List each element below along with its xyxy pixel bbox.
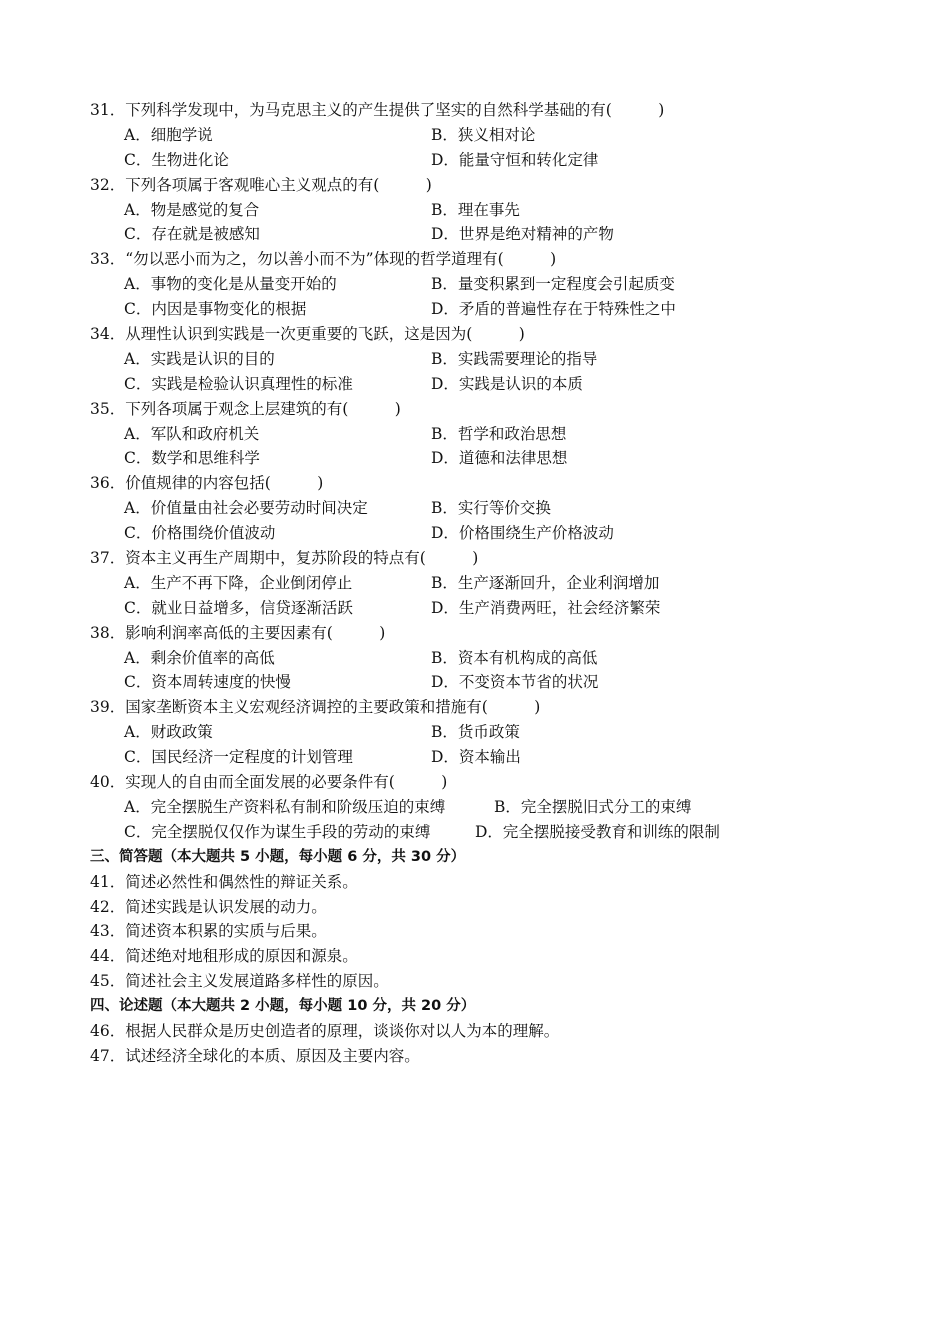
question-33-options-row-2: [90, 297, 910, 322]
question-32-options-row-2: [90, 222, 910, 247]
section-4-heading: 四、论述题（本大题共 2 小题，每小题 10 分，共 20 分）: [90, 998, 476, 1015]
question-37-option-d: D．生产消费两旺，社会经济繁荣: [431, 598, 661, 617]
question-36-option-c: C．价格围绕价值波动: [124, 524, 276, 543]
question-34-stem: 34．从理性认识到实践是一次更重要的飞跃，这是因为( ): [90, 325, 525, 344]
question-37-option-a: A．生产不再下降，企业倒闭停止: [124, 573, 353, 592]
question-39-option-a: A．财政政策: [124, 723, 213, 742]
question-40-stem: 40．实现人的自由而全面发展的必要条件有( ): [90, 773, 448, 792]
question-40-options-row-2: [90, 820, 910, 845]
question-35-options-row-1: [90, 422, 910, 447]
question-39-option-d: D．资本输出: [431, 748, 521, 767]
question-39-options-row-1: [90, 720, 910, 745]
question-38-options-row-1: [90, 646, 910, 671]
question-38-option-d: D．不变资本节省的状况: [431, 673, 599, 692]
question-35-options-row-2: [90, 446, 910, 471]
question-40-option-c: C．完全摆脱仅仅作为谋生手段的劳动的束缚: [124, 822, 431, 841]
question-34-options-row-2: [90, 372, 910, 397]
question-36-option-d: D．价格围绕生产价格波动: [431, 524, 614, 543]
question-33-option-d: D．矛盾的普遍性存在于特殊性之中: [431, 300, 676, 319]
question-36-options-row-2: [90, 521, 910, 546]
question-40-option-b: B．完全摆脱旧式分工的束缚: [494, 797, 692, 816]
question-37-option-b: B．生产逐渐回升，企业利润增加: [431, 573, 660, 592]
question-34-option-b: B．实践需要理论的指导: [431, 349, 598, 368]
question-38-option-b: B．资本有机构成的高低: [431, 648, 598, 667]
question-35-option-b: B．哲学和政治思想: [431, 424, 567, 443]
question-33-options-row-1: [90, 272, 910, 297]
question-45: 45．简述社会主义发展道路多样性的原因。: [90, 972, 389, 991]
question-36-stem: 36．价值规律的内容包括( ): [90, 474, 324, 493]
question-38-option-c: C．资本周转速度的快慢: [124, 673, 291, 692]
question-32-option-a: A．物是感觉的复合: [124, 200, 260, 219]
question-37-stem: 37．资本主义再生产周期中，复苏阶段的特点有( ): [90, 549, 479, 568]
question-32-stem: 32．下列各项属于客观唯心主义观点的有( ): [90, 175, 432, 194]
question-33-stem: 33．“勿以恶小而为之，勿以善小而不为”体现的哲学道理有( ): [90, 250, 557, 269]
question-31-options-row-1: [90, 123, 910, 148]
question-47: 47．试述经济全球化的本质、原因及主要内容。: [90, 1046, 420, 1065]
question-31-option-d: D．能量守恒和转化定律: [431, 150, 599, 169]
question-35-option-c: C．数学和思维科学: [124, 449, 260, 468]
question-31-stem: 31．下列科学发现中，为马克思主义的产生提供了坚实的自然科学基础的有( ): [90, 101, 665, 119]
question-34-options-row-1: [90, 347, 910, 372]
question-36-option-a: A．价值量由社会必要劳动时间决定: [124, 499, 368, 518]
question-38-options-row-2: [90, 670, 910, 695]
question-37-options-row-1: [90, 571, 910, 596]
question-46: 46．根据人民群众是历史创造者的原理，谈谈你对以人为本的理解。: [90, 1021, 560, 1040]
question-31-option-a: A．细胞学说: [124, 125, 213, 144]
question-34-option-c: C．实践是检验认识真理性的标准: [124, 374, 353, 393]
question-39-stem: 39．国家垄断资本主义宏观经济调控的主要政策和措施有( ): [90, 698, 541, 717]
question-31-option-c: C．生物进化论: [124, 150, 229, 169]
question-32-options-row-1: [90, 198, 910, 223]
question-41: 41．简述必然性和偶然性的辩证关系。: [90, 872, 358, 891]
section-3-heading: 三、简答题（本大题共 5 小题，每小题 6 分，共 30 分）: [90, 848, 466, 865]
question-34-option-d: D．实践是认识的本质: [431, 374, 583, 393]
question-38-stem: 38．影响利润率高低的主要因素有( ): [90, 623, 386, 642]
question-35-stem: 35．下列各项属于观念上层建筑的有( ): [90, 399, 401, 418]
question-32-option-b: B．理在事先: [431, 200, 520, 219]
question-40-option-d: D．完全摆脱接受教育和训练的限制: [475, 822, 720, 841]
question-38-option-a: A．剩余价值率的高低: [124, 648, 275, 667]
question-40-options-row-1: [90, 795, 910, 820]
question-43: 43．简述资本积累的实质与后果。: [90, 922, 327, 941]
question-33-option-c: C．内因是事物变化的根据: [124, 300, 307, 319]
question-39-options-row-2: [90, 745, 910, 770]
question-35-option-d: D．道德和法律思想: [431, 449, 568, 468]
question-32-option-d: D．世界是绝对精神的产物: [431, 225, 614, 244]
question-39-option-c: C．国民经济一定程度的计划管理: [124, 748, 353, 767]
question-39-option-b: B．货币政策: [431, 723, 520, 742]
question-37-options-row-2: [90, 596, 910, 621]
question-42: 42．简述实践是认识发展的动力。: [90, 897, 327, 916]
question-31-option-b: B．狭义相对论: [431, 125, 536, 144]
question-35-option-a: A．军队和政府机关: [124, 424, 260, 443]
question-31-options-row-2: [90, 148, 910, 173]
question-40-option-a: A．完全摆脱生产资料私有制和阶级压迫的束缚: [124, 797, 446, 816]
question-33-option-a: A．事物的变化是从量变开始的: [124, 275, 337, 294]
exam-content: [90, 98, 910, 1069]
question-44: 44．简述绝对地租形成的原因和源泉。: [90, 947, 358, 966]
question-37-option-c: C．就业日益增多，信贷逐渐活跃: [124, 598, 353, 617]
question-36-options-row-1: [90, 496, 910, 521]
question-33-option-b: B．量变积累到一定程度会引起质变: [431, 275, 675, 294]
question-36-option-b: B．实行等价交换: [431, 499, 551, 518]
question-34-option-a: A．实践是认识的目的: [124, 349, 275, 368]
question-32-option-c: C．存在就是被感知: [124, 225, 260, 244]
